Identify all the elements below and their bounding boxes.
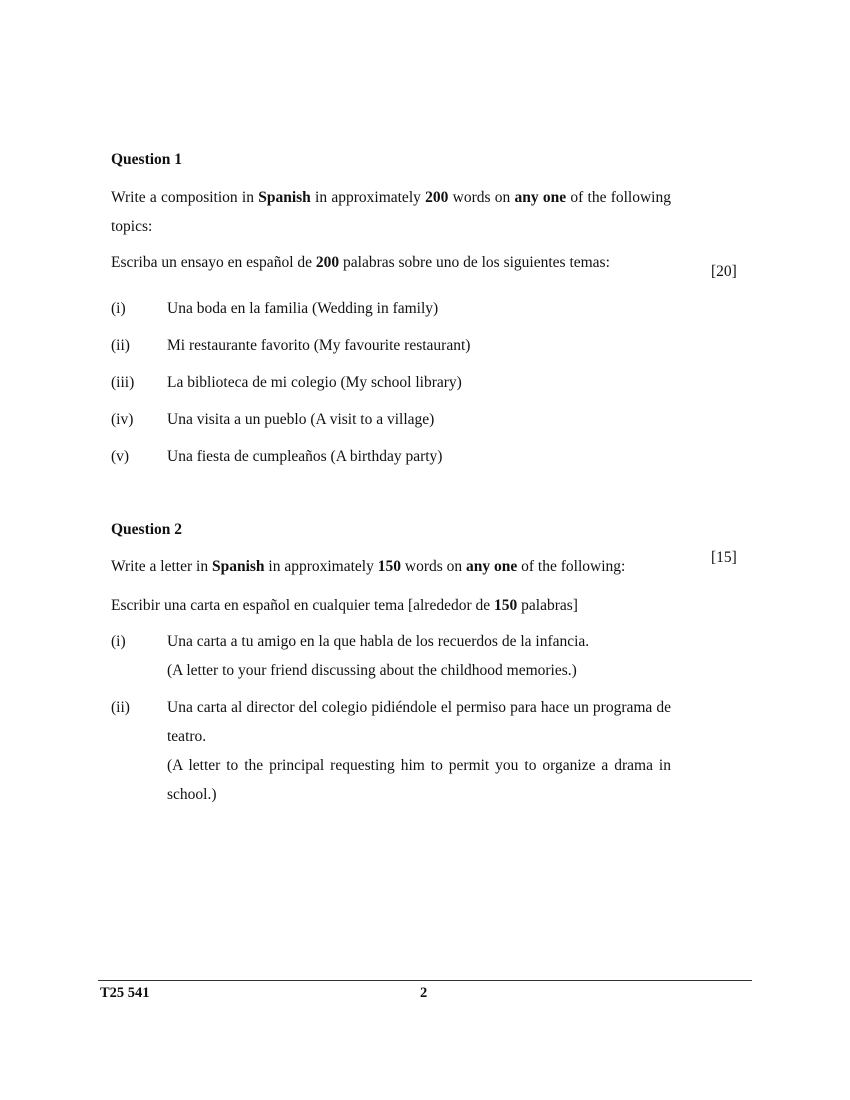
- instruction-text: palabras sobre uno de los siguientes temas:: [339, 254, 610, 271]
- list-item-translation: (A letter to the principal requesting him to permit you to organize a drama in school.): [167, 757, 671, 803]
- instruction-emphasis: 150: [494, 597, 518, 614]
- list-item-number: (i): [111, 300, 126, 317]
- instruction-text: Write a composition in: [111, 189, 259, 206]
- list-item-number: (iv): [111, 411, 134, 428]
- instruction-emphasis: Spanish: [211, 558, 265, 575]
- list-item-number: (ii): [111, 699, 130, 716]
- instruction-emphasis: 200: [315, 254, 340, 271]
- instruction-text: of the following topics:: [111, 189, 671, 235]
- list-item: Mi restaurante favorito (My favourite restaurant): [167, 337, 471, 354]
- question-2-instruction: [111, 558, 625, 576]
- list-item-number: (ii): [111, 337, 130, 354]
- instruction-text: words on: [401, 558, 467, 575]
- list-item: Una carta a tu amigo en la que habla de los recuerdos de la infancia.: [167, 633, 590, 650]
- list-item: Una visita a un pueblo (A visit to a village): [167, 411, 435, 428]
- page-number: 2: [420, 985, 428, 1001]
- instruction-emphasis: any one: [514, 189, 567, 206]
- instruction-emphasis: any one: [466, 558, 518, 575]
- list-item-text: Una carta al director del colegio pidiéndole el permiso para hace un programa de teatro.: [167, 699, 671, 745]
- instruction-emphasis: 200: [425, 189, 449, 206]
- list-item: Una fiesta de cumpleaños (A birthday party): [167, 448, 443, 465]
- instruction-text: Write a letter in: [111, 558, 212, 575]
- instruction-text: in approximately: [264, 558, 378, 575]
- instruction-text: of the following:: [517, 558, 626, 575]
- instruction-emphasis: 150: [377, 558, 401, 575]
- instruction-text: Escribir una carta en español en cualquier tema [alrededor de: [111, 597, 495, 614]
- question-1-spanish-instruction: [111, 254, 610, 272]
- instruction-emphasis: Spanish: [258, 189, 311, 206]
- question-1-marks: [20]: [711, 263, 737, 280]
- list-item: [167, 693, 671, 809]
- paper-code: T25 541: [100, 985, 150, 1001]
- instruction-text: words on: [448, 189, 515, 206]
- list-item: La biblioteca de mi colegio (My school library): [167, 374, 462, 391]
- question-1-heading: Question 1: [111, 151, 183, 168]
- instruction-text: Escriba un ensayo en español de: [111, 254, 316, 271]
- instruction-text: palabras]: [517, 597, 578, 614]
- question-2-marks: [15]: [711, 549, 737, 566]
- question-2-spanish-instruction: [111, 597, 578, 615]
- list-item-number: (v): [111, 448, 130, 465]
- list-item: Una boda en la familia (Wedding in family): [167, 300, 439, 317]
- instruction-text: in approximately: [310, 189, 426, 206]
- list-item-translation: (A letter to your friend discussing about the childhood memories.): [167, 662, 577, 679]
- question-1-instruction: [111, 183, 671, 241]
- footer-divider: [98, 980, 752, 981]
- question-2-heading: Question 2: [111, 521, 183, 538]
- list-item-number: (i): [111, 633, 126, 650]
- list-item-number: (iii): [111, 374, 135, 391]
